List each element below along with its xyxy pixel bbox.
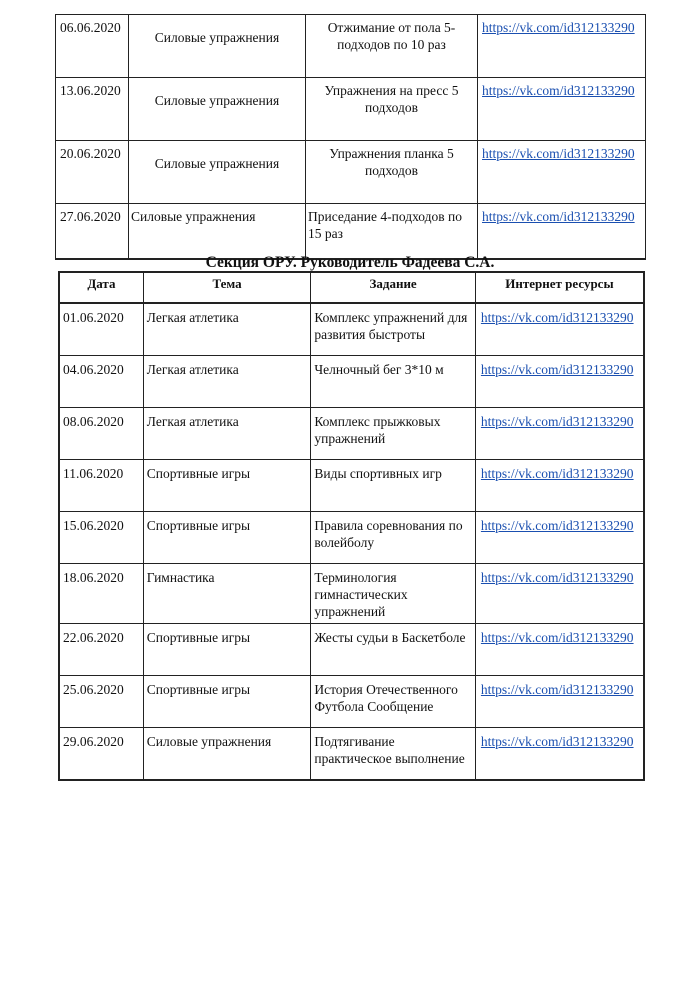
date-cell: 25.06.2020 <box>59 676 143 728</box>
table-row <box>56 15 646 78</box>
task-cell: История Отечественного Футбола Сообщение <box>311 676 476 728</box>
resource-cell <box>475 624 644 676</box>
theme-cell: Гимнастика <box>143 564 311 624</box>
schedule-table-continued <box>55 14 646 260</box>
resource-cell <box>475 408 644 460</box>
table-row <box>56 204 646 260</box>
task-cell: Упражнения планка 5 подходов <box>306 141 478 204</box>
resource-link[interactable]: https://vk.com/id312133290 <box>480 414 634 429</box>
resource-link[interactable]: https://vk.com/id312133290 <box>480 734 634 749</box>
table-row <box>59 624 644 676</box>
date-cell: 18.06.2020 <box>59 564 143 624</box>
resource-cell <box>475 564 644 624</box>
task-cell: Приседание 4-подходов по 15 раз <box>306 204 478 260</box>
schedule-table-oru <box>58 271 645 781</box>
table-row <box>59 512 644 564</box>
resource-link[interactable]: https://vk.com/id312133290 <box>482 209 635 224</box>
date-cell: 01.06.2020 <box>59 303 143 356</box>
theme-cell: Спортивные игры <box>143 460 311 512</box>
resource-cell <box>475 460 644 512</box>
table-row <box>56 78 646 141</box>
date-cell: 06.06.2020 <box>56 15 129 78</box>
theme-cell: Спортивные игры <box>143 624 311 676</box>
date-cell: 13.06.2020 <box>56 78 129 141</box>
resource-link[interactable]: https://vk.com/id312133290 <box>480 570 634 585</box>
resource-cell <box>475 356 644 408</box>
section-title: Секция ОРУ. Руководитель Фадеева С.А. <box>205 254 495 271</box>
column-header-task: Задание <box>311 272 476 303</box>
task-cell: Виды спортивных игр <box>311 460 476 512</box>
resource-link[interactable]: https://vk.com/id312133290 <box>480 362 634 377</box>
resource-link[interactable]: https://vk.com/id312133290 <box>480 630 634 645</box>
theme-cell: Силовые упражнения <box>129 204 306 260</box>
resource-link[interactable]: https://vk.com/id312133290 <box>482 83 635 98</box>
task-cell: Правила соревнования по волейболу <box>311 512 476 564</box>
resource-cell <box>475 728 644 781</box>
resource-cell <box>475 512 644 564</box>
date-cell: 15.06.2020 <box>59 512 143 564</box>
date-cell: 20.06.2020 <box>56 141 129 204</box>
date-cell: 04.06.2020 <box>59 356 143 408</box>
task-cell: Отжимание от пола 5-подходов по 10 раз <box>306 15 478 78</box>
task-cell: Жесты судьи в Баскетболе <box>311 624 476 676</box>
date-cell: 08.06.2020 <box>59 408 143 460</box>
date-cell: 22.06.2020 <box>59 624 143 676</box>
table-header-row <box>59 272 644 303</box>
table-row <box>59 303 644 356</box>
resource-link[interactable]: https://vk.com/id312133290 <box>480 518 634 533</box>
resource-cell <box>475 303 644 356</box>
task-cell: Комплекс упражнений для развития быстроты <box>311 303 476 356</box>
theme-cell: Силовые упражнения <box>129 78 306 141</box>
column-header-theme: Тема <box>143 272 311 303</box>
theme-cell: Силовые упражнения <box>143 728 311 781</box>
task-cell: Подтягивание практическое выполнение <box>311 728 476 781</box>
resource-link[interactable]: https://vk.com/id312133290 <box>480 682 634 697</box>
date-cell: 29.06.2020 <box>59 728 143 781</box>
task-cell: Упражнения на пресс 5 подходов <box>306 78 478 141</box>
task-cell: Комплекс прыжковых упражнений <box>311 408 476 460</box>
resource-link[interactable]: https://vk.com/id312133290 <box>482 20 635 35</box>
resource-cell <box>478 141 646 204</box>
task-cell: Челночный бег 3*10 м <box>311 356 476 408</box>
column-header-resources: Интернет ресурсы <box>475 272 644 303</box>
table-row <box>56 141 646 204</box>
theme-cell: Спортивные игры <box>143 676 311 728</box>
task-cell: Терминология гимнастических упражнений <box>311 564 476 624</box>
table-row <box>59 676 644 728</box>
theme-cell: Силовые упражнения <box>129 141 306 204</box>
table-row <box>59 564 644 624</box>
date-cell: 27.06.2020 <box>56 204 129 260</box>
resource-link[interactable]: https://vk.com/id312133290 <box>480 310 634 325</box>
resource-link[interactable]: https://vk.com/id312133290 <box>480 466 634 481</box>
date-cell: 11.06.2020 <box>59 460 143 512</box>
theme-cell: Легкая атлетика <box>143 303 311 356</box>
column-header-date: Дата <box>59 272 143 303</box>
table-row <box>59 460 644 512</box>
resource-cell <box>478 204 646 260</box>
table-row <box>59 728 644 781</box>
resource-cell <box>478 78 646 141</box>
resource-cell <box>478 15 646 78</box>
table-row <box>59 356 644 408</box>
theme-cell: Легкая атлетика <box>143 356 311 408</box>
theme-cell: Легкая атлетика <box>143 408 311 460</box>
resource-cell <box>475 676 644 728</box>
theme-cell: Силовые упражнения <box>129 15 306 78</box>
resource-link[interactable]: https://vk.com/id312133290 <box>482 146 635 161</box>
theme-cell: Спортивные игры <box>143 512 311 564</box>
table-row <box>59 408 644 460</box>
